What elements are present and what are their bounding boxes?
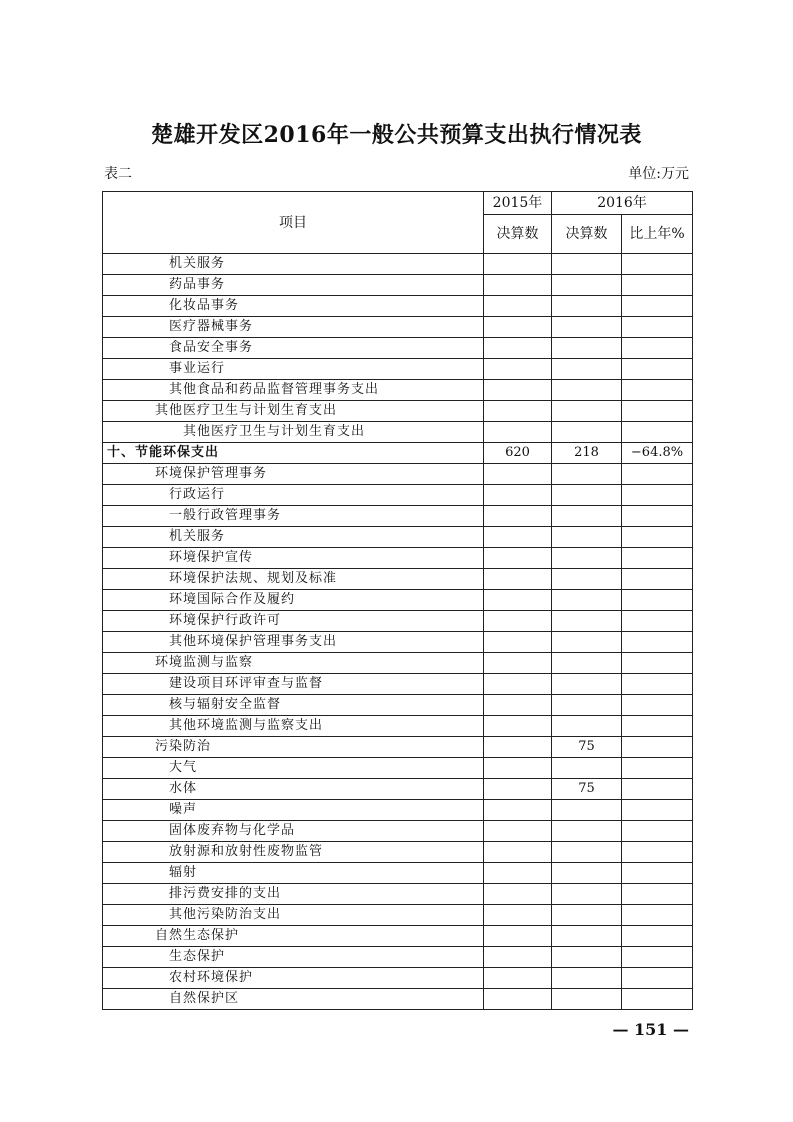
row-change-pct [622,800,693,821]
row-value-2015 [484,254,552,275]
table-row [103,401,693,422]
row-value-2016 [552,401,622,422]
row-value-2016 [552,758,622,779]
unit-label: 单位:万元 [628,166,689,182]
row-value-2016 [552,527,622,548]
row-name: 机关服务 [103,527,484,548]
row-value-2015 [484,947,552,968]
table-row [103,695,693,716]
row-value-2015 [484,317,552,338]
row-name: 其他污染防治支出 [103,905,484,926]
row-value-2015 [484,527,552,548]
table-row [103,989,693,1010]
row-value-2016 [552,338,622,359]
row-name: 其他环境监测与监察支出 [103,716,484,737]
row-change-pct [622,716,693,737]
row-value-2016 [552,275,622,296]
header-item: 项目 [103,192,484,254]
row-value-2016: 218 [552,443,622,464]
row-name: 行政运行 [103,485,484,506]
row-change-pct [622,254,693,275]
row-value-2016 [552,422,622,443]
row-value-2016 [552,926,622,947]
row-value-2015 [484,863,552,884]
row-value-2015 [484,296,552,317]
row-change-pct [622,527,693,548]
row-name: 污染防治 [103,737,484,758]
table-row [103,569,693,590]
row-value-2015 [484,884,552,905]
row-name: 其他食品和药品监督管理事务支出 [103,380,484,401]
row-change-pct [622,779,693,800]
row-change-pct [622,821,693,842]
row-value-2016 [552,653,622,674]
row-name: 噪声 [103,800,484,821]
table-header [103,192,693,254]
row-value-2015: 620 [484,443,552,464]
table-row [103,443,693,464]
row-change-pct [622,275,693,296]
row-name: 环境保护行政许可 [103,611,484,632]
row-value-2016 [552,968,622,989]
row-change-pct [622,590,693,611]
row-value-2016 [552,989,622,1010]
table-row [103,506,693,527]
row-name: 核与辐射安全监督 [103,695,484,716]
row-change-pct [622,863,693,884]
row-value-2016 [552,590,622,611]
row-value-2015 [484,464,552,485]
row-name: 环境保护管理事务 [103,464,484,485]
table-row [103,380,693,401]
row-value-2015 [484,653,552,674]
row-change-pct: −64.8% [622,443,693,464]
row-name: 食品安全事务 [103,338,484,359]
row-change-pct [622,338,693,359]
row-value-2015 [484,401,552,422]
row-value-2015 [484,968,552,989]
row-change-pct [622,317,693,338]
row-value-2015 [484,779,552,800]
page-number: — 151 — [612,1020,689,1039]
row-name: 环境保护宣传 [103,548,484,569]
row-name: 机关服务 [103,254,484,275]
row-value-2015 [484,821,552,842]
row-name: 排污费安排的支出 [103,884,484,905]
row-change-pct [622,632,693,653]
row-value-2015 [484,359,552,380]
row-value-2015 [484,611,552,632]
row-change-pct [622,611,693,632]
row-value-2015 [484,905,552,926]
row-value-2016 [552,359,622,380]
row-name: 其他医疗卫生与计划生育支出 [103,422,484,443]
row-name: 其他医疗卫生与计划生育支出 [103,401,484,422]
row-value-2016 [552,674,622,695]
row-name: 大气 [103,758,484,779]
row-value-2016 [552,506,622,527]
row-value-2016 [552,947,622,968]
table-row [103,254,693,275]
row-value-2015 [484,275,552,296]
row-name: 自然生态保护 [103,926,484,947]
row-change-pct [622,989,693,1010]
row-change-pct [622,296,693,317]
row-value-2016 [552,464,622,485]
table-row [103,779,693,800]
header-final-2015: 决算数 [484,215,552,254]
row-value-2016: 75 [552,737,622,758]
row-change-pct [622,737,693,758]
table-row [103,317,693,338]
table-row [103,674,693,695]
table-row [103,548,693,569]
row-value-2016 [552,611,622,632]
row-value-2016 [552,842,622,863]
table-row [103,905,693,926]
table-row [103,884,693,905]
row-value-2015 [484,758,552,779]
row-value-2016 [552,695,622,716]
table-row [103,842,693,863]
row-value-2016 [552,296,622,317]
row-value-2016 [552,485,622,506]
table-row [103,737,693,758]
header-change-pct: 比上年% [622,215,693,254]
row-change-pct [622,548,693,569]
row-value-2015 [484,506,552,527]
table-row [103,926,693,947]
row-change-pct [622,947,693,968]
row-change-pct [622,380,693,401]
page-title: 楚雄开发区2016年一般公共预算支出执行情况表 [151,122,642,148]
row-value-2016 [552,716,622,737]
row-value-2015 [484,695,552,716]
row-value-2015 [484,632,552,653]
row-name: 药品事务 [103,275,484,296]
row-value-2015 [484,989,552,1010]
row-change-pct [622,422,693,443]
table-row [103,338,693,359]
row-value-2016 [552,863,622,884]
row-change-pct [622,842,693,863]
row-value-2015 [484,338,552,359]
row-value-2016 [552,632,622,653]
table-row [103,947,693,968]
table-row [103,422,693,443]
row-value-2016 [552,800,622,821]
table-label: 表二 [104,166,132,182]
row-name: 化妆品事务 [103,296,484,317]
row-value-2015 [484,569,552,590]
row-value-2016 [552,548,622,569]
row-name: 辐射 [103,863,484,884]
row-value-2015 [484,842,552,863]
row-name: 自然保护区 [103,989,484,1010]
row-name: 放射源和放射性废物监管 [103,842,484,863]
row-value-2016 [552,317,622,338]
row-value-2016 [552,821,622,842]
row-name: 环境保护法规、规划及标准 [103,569,484,590]
row-name: 其他环境保护管理事务支出 [103,632,484,653]
row-name: 固体废弃物与化学品 [103,821,484,842]
table-row [103,464,693,485]
row-change-pct [622,905,693,926]
table-row [103,485,693,506]
row-change-pct [622,506,693,527]
header-year-2016: 2016年 [552,192,693,215]
row-change-pct [622,695,693,716]
row-value-2016 [552,884,622,905]
table-row [103,296,693,317]
table-row [103,611,693,632]
row-name: 环境国际合作及履约 [103,590,484,611]
row-name: 事业运行 [103,359,484,380]
row-name: 建设项目环评审查与监督 [103,674,484,695]
row-value-2015 [484,422,552,443]
table-row [103,968,693,989]
row-change-pct [622,401,693,422]
row-change-pct [622,758,693,779]
row-change-pct [622,485,693,506]
row-value-2015 [484,926,552,947]
row-change-pct [622,359,693,380]
row-value-2015 [484,380,552,401]
row-change-pct [622,926,693,947]
table-row [103,821,693,842]
row-change-pct [622,674,693,695]
table-row [103,863,693,884]
table-row [103,800,693,821]
row-change-pct [622,968,693,989]
row-name: 农村环境保护 [103,968,484,989]
table-row [103,359,693,380]
row-name: 生态保护 [103,947,484,968]
row-name: 十、节能环保支出 [103,443,484,464]
header-final-2016: 决算数 [552,215,622,254]
row-name: 水体 [103,779,484,800]
row-value-2016 [552,905,622,926]
row-change-pct [622,464,693,485]
row-value-2015 [484,548,552,569]
table-row [103,758,693,779]
row-value-2015 [484,737,552,758]
row-change-pct [622,884,693,905]
row-name: 环境监测与监察 [103,653,484,674]
row-name: 一般行政管理事务 [103,506,484,527]
row-change-pct [622,653,693,674]
row-value-2015 [484,674,552,695]
table-row [103,275,693,296]
row-change-pct [622,569,693,590]
table-body [103,254,693,1010]
table-row [103,590,693,611]
row-value-2016 [552,569,622,590]
row-name: 医疗器械事务 [103,317,484,338]
table-row [103,527,693,548]
row-value-2016 [552,380,622,401]
table-row [103,632,693,653]
table-row [103,716,693,737]
row-value-2015 [484,800,552,821]
table-row [103,653,693,674]
budget-table [102,191,693,1010]
row-value-2015 [484,590,552,611]
row-value-2016 [552,254,622,275]
row-value-2015 [484,716,552,737]
row-value-2015 [484,485,552,506]
row-value-2016: 75 [552,779,622,800]
header-year-2015: 2015年 [484,192,552,215]
